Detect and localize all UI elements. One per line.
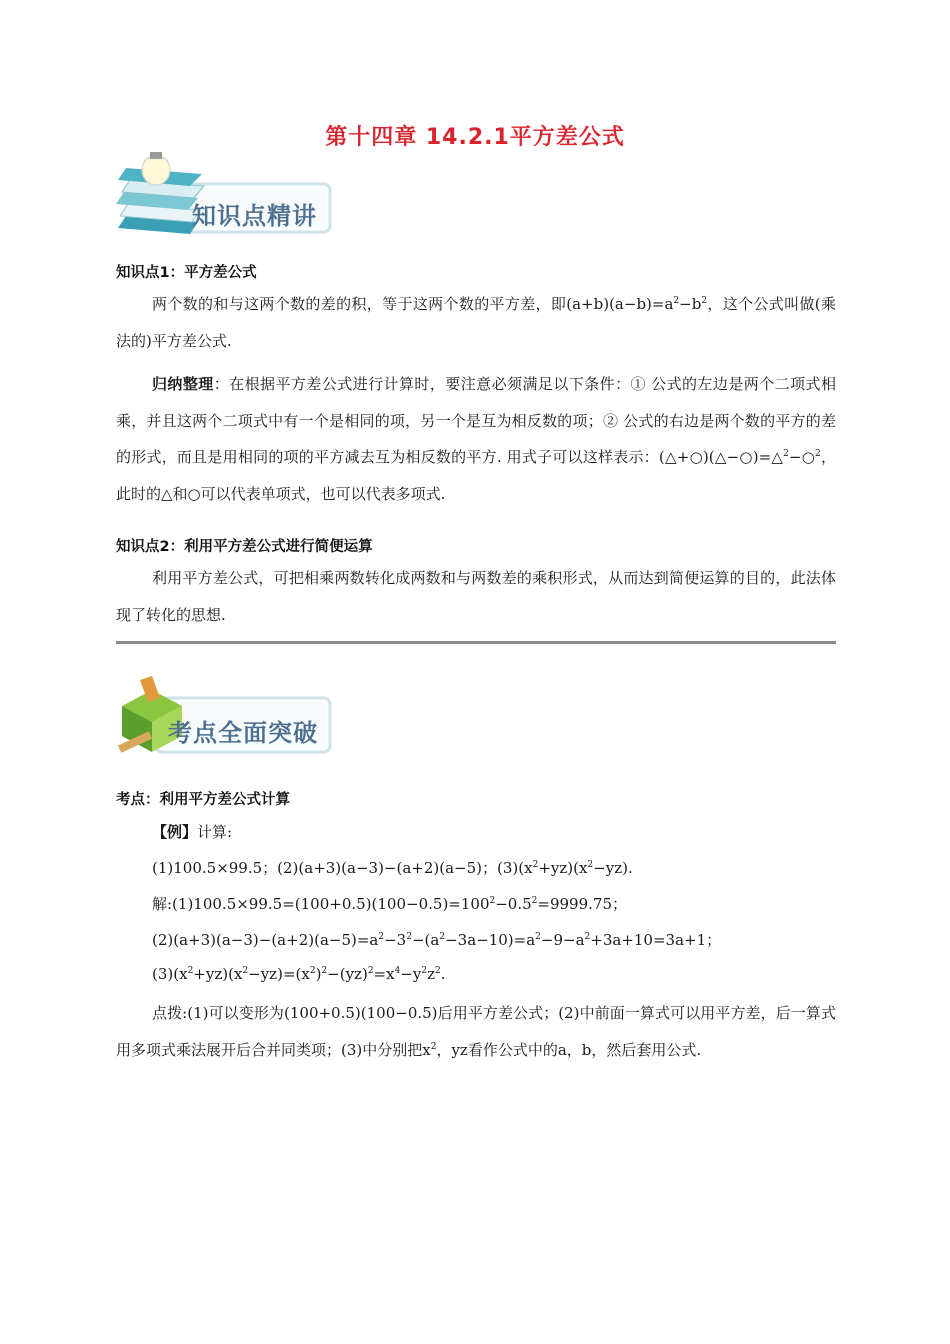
exam-point-heading: 考点：利用平方差公式计算 bbox=[116, 792, 290, 808]
section-divider bbox=[116, 641, 836, 644]
example-question: (1)100.5×99.5；(2)(a+3)(a−3)−(a+2)(a−5)；$(3)(x^2+yz)(x^2-yz)$. bbox=[152, 859, 633, 877]
example-label-line: 【例】计算: bbox=[152, 823, 233, 841]
knowledge-point-1-heading: 知识点1：平方差公式 bbox=[116, 265, 257, 281]
knowledge-point-1-text: 两个数的和与这两个数的差的积，等于这两个数的平方差，即$(a+b)(a-b)=a^2-b^2$，这个公式叫做(乘法的)平方差公式. bbox=[116, 295, 837, 350]
section-banner-knowledge bbox=[112, 150, 342, 242]
tip-text: 点拨:(1)可以变形为(100+0.5)(100−0.5)后用平方差公式；(2)中前面一算式可以用平方差，后一算式用多项式乘法展开后合并同类项；(3)中分别把$x^2$，yz看作公式中的a，b，然后套用公式. bbox=[116, 1004, 836, 1059]
example-label: 【例】 bbox=[152, 823, 198, 841]
solution-line-2: $(2)(a+3)(a-3)-(a+2)(a-5)=a^2-3^2-(a^2-3a-10)=a^2-9-a^2+3a+10=3a+1$； bbox=[152, 931, 722, 949]
page-title: 第十四章 14.2.1平方差公式 bbox=[325, 125, 625, 150]
knowledge-point-2-text: 利用平方差公式，可把相乘两数转化成两数和与两数差的乘积形式，从而达到简便运算的目的，此法体现了转化的思想. bbox=[116, 569, 836, 624]
section-banner-exam bbox=[112, 676, 342, 762]
knowledge-point-2-heading: 知识点2：利用平方差公式进行简便运算 bbox=[116, 539, 373, 555]
solution-line-1: 解$:(1)100.5\times 99.5=(100+0.5)(100-0.5)=100^2-0.5^2=9999.75$； bbox=[152, 895, 628, 913]
banner-knowledge-label: 知识点精讲 bbox=[192, 202, 317, 230]
summary-label: 归纳整理 bbox=[152, 375, 214, 393]
solution-line-3: $(3)(x^2+yz)(x^2-yz)=(x^2)^2-(yz)^2=x^4-y^2z^2$. bbox=[152, 965, 446, 983]
summary-text: 归纳整理：在根据平方差公式进行计算时，要注意必须满足以下条件：① 公式的左边是两个二项式相乘，并且这两个二项式中有一个是相同的项，另一个是互为相反数的项；② 公式的右边是两个数的平方的差的形式，而且是用相同的项的平方减去互为相反数的平方. 用式子可以这样表示：(△+○)(△−○)=△$^2$−○$^2$，此时的△和○可以代表单项式，也可以代表多项式. bbox=[116, 375, 836, 503]
banner-exam-label: 考点全面突破 bbox=[168, 719, 318, 747]
